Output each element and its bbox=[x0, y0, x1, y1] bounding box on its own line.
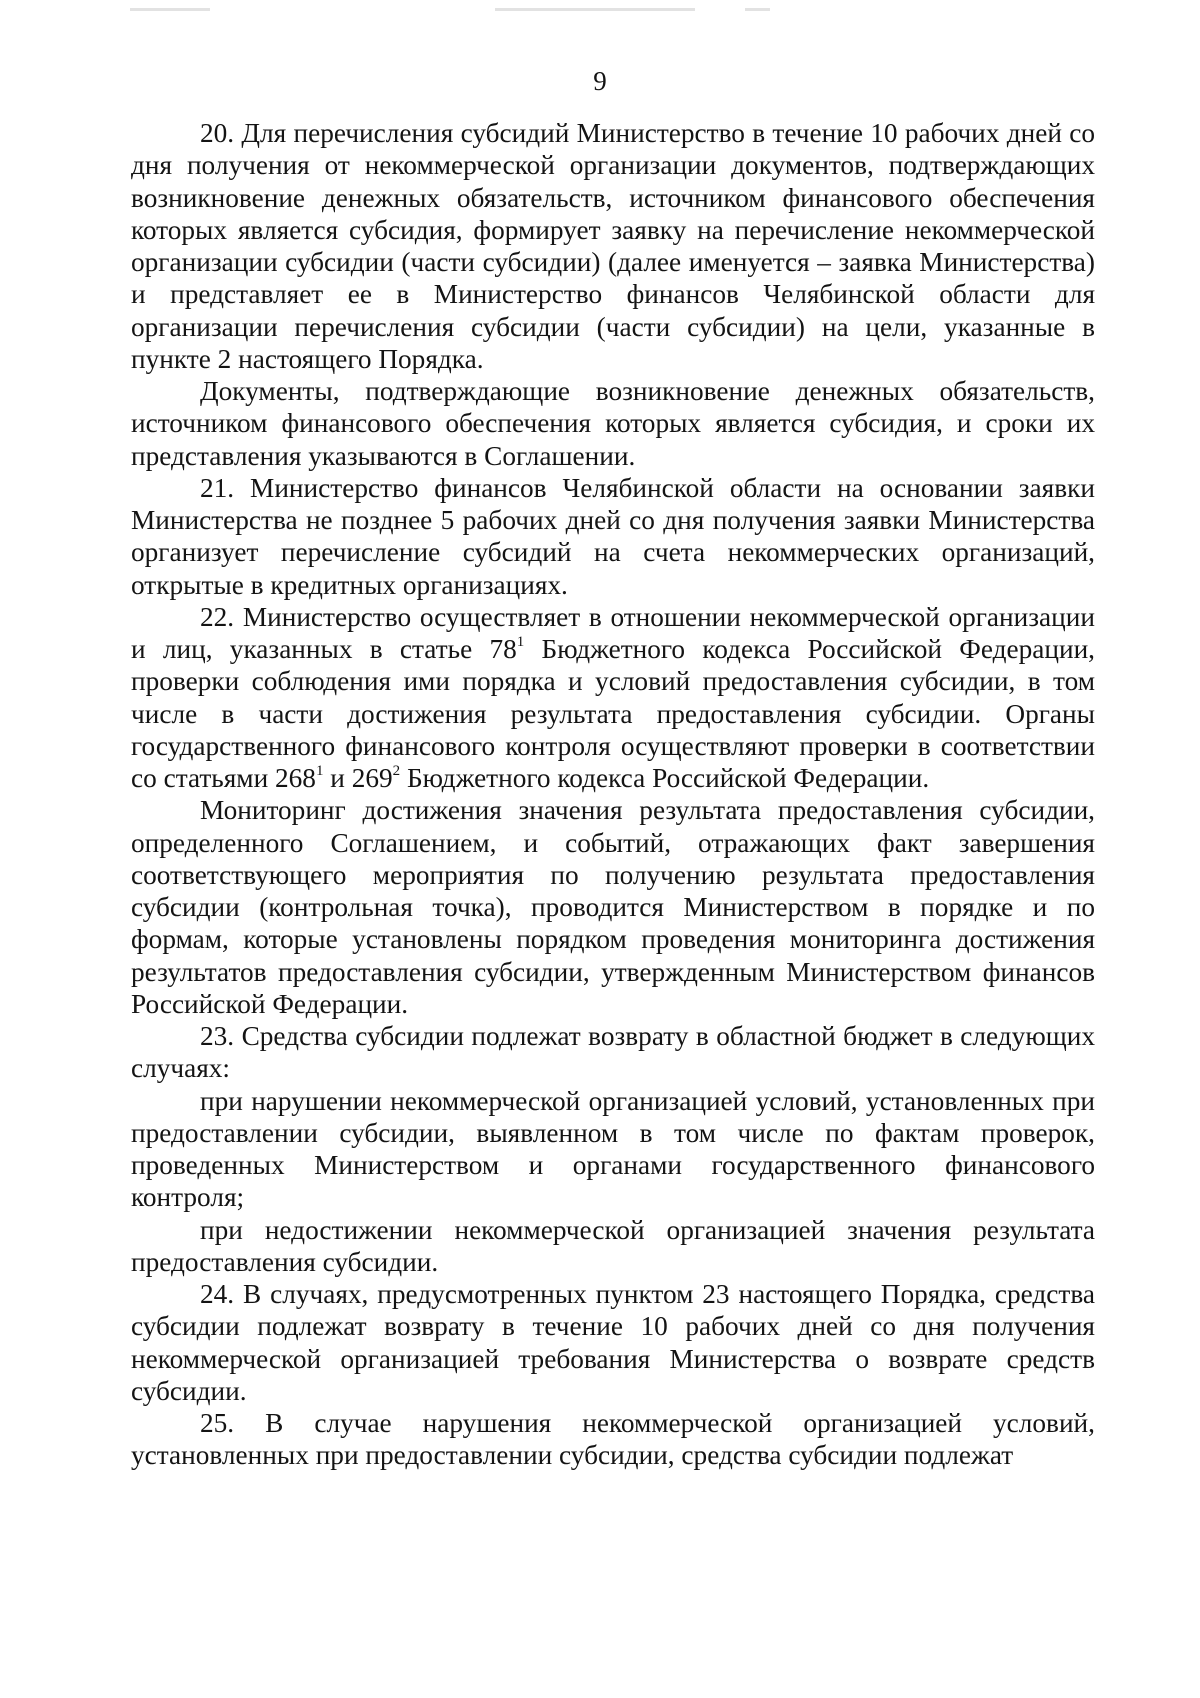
paragraph-22-text-middle: Бюджетного кодекса Российской Федерации, проверки соблюдения ими порядка и условий предоставления субсидии, в том числе в части достижения результата предоставления субсидии. Органы государственного финансового контроля осуществляют проверки в соответствии со статьями 268 bbox=[131, 634, 1095, 793]
superscript: 1 bbox=[516, 634, 525, 650]
superscript: 1 bbox=[315, 763, 324, 779]
paragraph-22-text-before: 22. Министерство осуществляет в отношении некоммерческой организации и лиц, указанных в статье 78 bbox=[131, 601, 1095, 664]
paragraph-20: 20. Для перечисления субсидий Министерство в течение 10 рабочих дней со дня получения от некоммерческой организации документов, подтверждающих возникновение денежных обязательств, источником финансового обеспечения которых является субсидия, формирует заявку на перечисление некоммерческой организации субсидии (части субсидии) (далее именуется – заявка Министерства) и представляет ее в Министерство финансов Челябинской области для организации перечисления субсидии (части субсидии) на цели, указанные в пункте 2 настоящего Порядка. bbox=[131, 118, 1095, 374]
paragraph-21: 21. Министерство финансов Челябинской области на основании заявки Министерства не позднее 5 рабочих дней со дня получения заявки Министерства организует перечисление субсидий на счета некоммерческих организаций, открытые в кредитных организациях. bbox=[131, 472, 1095, 600]
scan-artifact-left bbox=[130, 8, 210, 11]
paragraph-25: 25. В случае нарушения некоммерческой организацией условий, установленных при предоставлении субсидии, средства субсидии подлежат bbox=[131, 1408, 1095, 1471]
paragraph-22 bbox=[131, 601, 1095, 795]
paragraph-24: 24. В случаях, предусмотренных пунктом 23 настоящего Порядка, средства субсидии подлежат возврату в течение 10 рабочих дней со дня получения некоммерческой организацией требования Министерства о возврате средств субсидии. bbox=[131, 1279, 1095, 1406]
paragraph-monitoring: Мониторинг достижения значения результата предоставления субсидии, определенного Соглашением, и событий, отражающих факт завершения соответствующего мероприятия по получению результата предоставления субсидии (контрольная точка), проводится Министерством в порядке и по формам, которые установлены порядком проведения мониторинга достижения результатов предоставления субсидии, утвержденным Министерством финансов Российской Федерации. bbox=[131, 795, 1095, 1019]
paragraph-23-case-2: при недостижении некоммерческой организацией значения результата предоставления субсидии. bbox=[131, 1214, 1095, 1277]
paragraph-documents: Документы, подтверждающие возникновение денежных обязательств, источником финансового обеспечения которых является субсидия, и сроки их представления указываются в Соглашении. bbox=[131, 376, 1095, 471]
paragraph-23: 23. Средства субсидии подлежат возврату в областной бюджет в следующих случаях: bbox=[131, 1021, 1095, 1084]
superscript: 2 bbox=[392, 763, 401, 779]
document-body bbox=[131, 117, 1095, 1472]
page-number: 9 bbox=[593, 66, 607, 96]
scan-artifact-center bbox=[495, 8, 695, 11]
scan-artifact-right bbox=[745, 8, 770, 11]
paragraph-23-case-1: при нарушении некоммерческой организацией условий, установленных при предоставлении субсидии, выявленном в том числе по фактам проверок, проведенных Министерством и органами государственного финансового контроля; bbox=[131, 1085, 1095, 1213]
paragraph-22-text-middle: и 269 bbox=[323, 763, 393, 793]
paragraph-22-text-after: Бюджетного кодекса Российской Федерации. bbox=[400, 763, 930, 793]
